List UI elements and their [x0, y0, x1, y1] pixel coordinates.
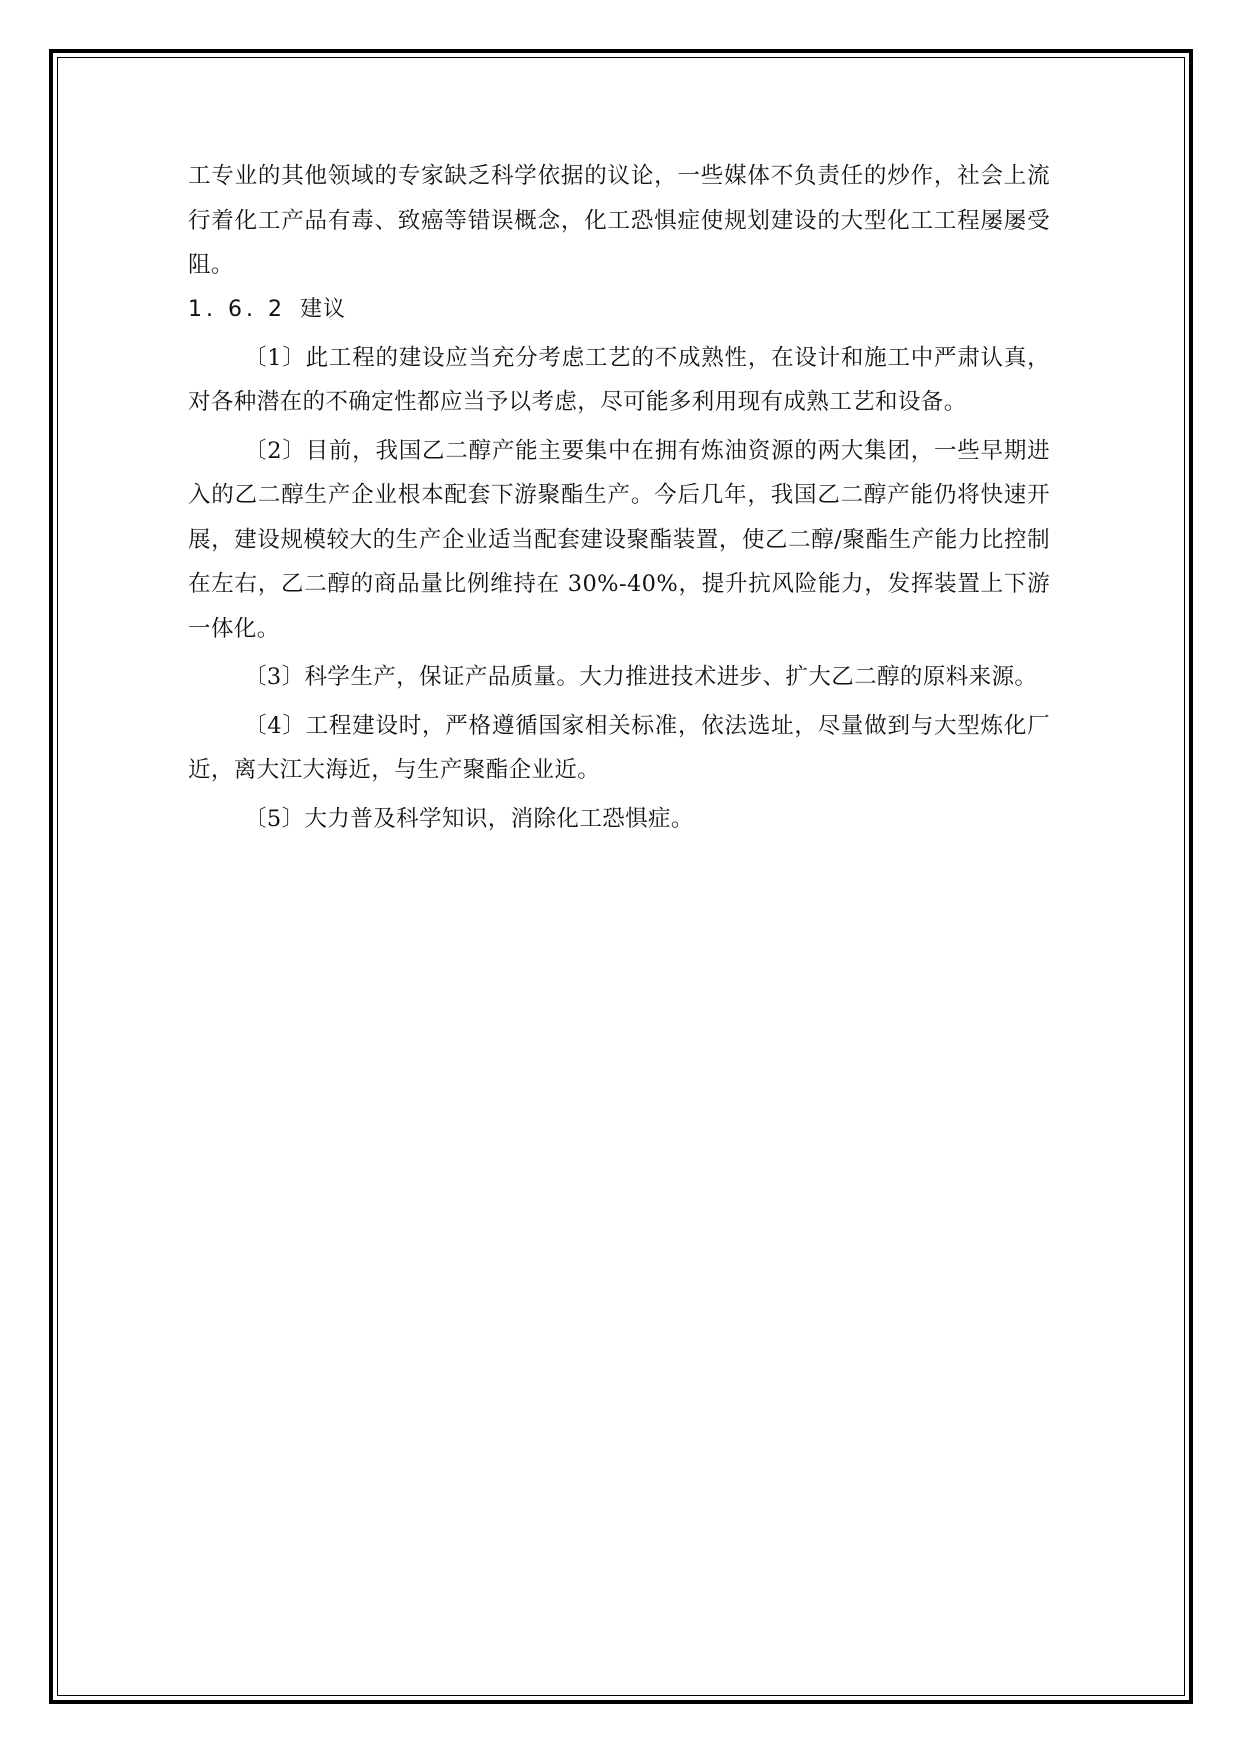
list-item-4: 〔4〕工程建设时，严格遵循国家相关标准，依法选址，尽量做到与大型炼化厂近，离大江大海近，与生产聚酯企业近。 — [188, 712, 1050, 783]
document-body — [188, 154, 1050, 841]
section-heading — [188, 288, 1050, 332]
list-item-1: 〔1〕此工程的建设应当充分考虑工艺的不成熟性，在设计和施工中严肃认真，对各种潜在的不确定性都应当予以考虑，尽可能多利用现有成熟工艺和设备。 — [188, 344, 1050, 415]
list-item-2: 〔2〕目前，我国乙二醇产能主要集中在拥有炼油资源的两大集团，一些早期进入的乙二醇生产企业根本配套下游聚酯生产。今后几年，我国乙二醇产能仍将快速开展，建设规模较大的生产企业适当配套建设聚酯装置，使乙二醇/聚酯生产能力比控制在左右，乙二醇的商品量比例维持在 30%-40%，提升抗风险能力，发挥装置上下游一体化。 — [188, 437, 1050, 642]
section-number: 1. 6. 2 — [188, 296, 286, 322]
list-item-5: 〔5〕大力普及科学知识，消除化工恐惧症。 — [244, 805, 694, 832]
section-title: 建议 — [299, 296, 346, 322]
list-item-3: 〔3〕科学生产，保证产品质量。大力推进技术进步、扩大乙二醇的原料来源。 — [244, 664, 1038, 690]
paragraph-continuation: 工专业的其他领域的专家缺乏科学依据的议论，一些媒体不负责任的炒作，社会上流行着化工产品有毒、致癌等错误概念，化工恐惧症使规划建设的大型化工工程屡屡受阻。 — [188, 163, 1050, 278]
